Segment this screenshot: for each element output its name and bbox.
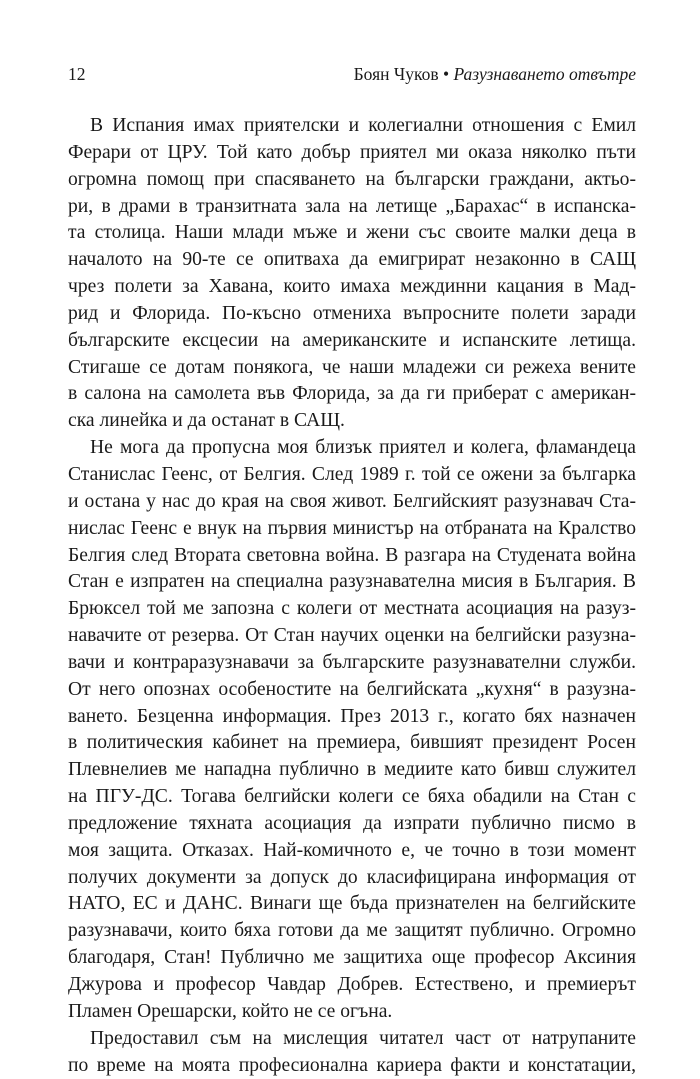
text-line: Стан е изпратен на специална разузнавателна мисия в България. В bbox=[68, 571, 636, 593]
text-line: нислас Геенс е внук на първия министър на отбраната на Кралство bbox=[68, 517, 636, 539]
text-line: Ферари от ЦРУ. Той като добър приятел ми оказа няколко пъти bbox=[68, 141, 636, 163]
text-line: рид и Флорида. По-късно отмениха въпросните полети заради bbox=[68, 302, 636, 324]
paragraph-2 bbox=[68, 435, 636, 1026]
header-right bbox=[354, 62, 636, 86]
text-line: българските ексцесии на американските и испанските летища. bbox=[68, 329, 636, 351]
text-line: вачи и контраразузнавачи за българските разузнавателни служби. bbox=[68, 651, 636, 673]
text-line: в политическия кабинет на премиера, бившият президент Росен bbox=[68, 732, 636, 754]
text-line: началото на 90-те се опитваха да емигрират незаконно в САЩ bbox=[68, 249, 636, 271]
text-line: та столица. Наши млади мъже и жени със своите малки деца в bbox=[68, 222, 636, 244]
header-author: Боян Чуков bbox=[353, 64, 439, 84]
text-line: на ПГУ-ДС. Тогава белгийски колеги се бяха обадили на Стан с bbox=[68, 786, 636, 808]
text-line: Плевнелиев ме нападна публично в медиите като бивш служител bbox=[68, 759, 636, 781]
text-line: Белгия след Втората световна война. В разгара на Студената война bbox=[68, 544, 636, 566]
text-line: Станислас Геенс, от Белгия. След 1989 г. той се ожени за българка bbox=[68, 463, 636, 485]
header-separator: • bbox=[438, 64, 454, 84]
text-line: ването. Безценна информация. През 2013 г., когато бях назначен bbox=[68, 705, 636, 727]
text-line: Джурова и професор Чавдар Добрев. Естествено, и премиерът bbox=[68, 974, 636, 995]
text-line: Пламен Орешарски, който не се огъна. bbox=[68, 1000, 393, 1022]
running-head bbox=[68, 62, 636, 86]
text-line: Не мога да пропусна моя близък приятел и колега, фламандеца bbox=[90, 437, 636, 459]
text-line: моя защита. Отказах. Най-комичното е, че точно в този момент bbox=[68, 839, 636, 861]
text-line: огромна помощ при спасяването на български граждани, актьо- bbox=[68, 168, 636, 190]
text-line: ска линейка и да останат в САЩ. bbox=[68, 410, 345, 432]
text-line: НАТО, ЕС и ДАНС. Винаги ще бъда признателен на белгийските bbox=[68, 893, 636, 915]
text-line: навачите от резерва. От Стан научих оценки на белгийски разузна- bbox=[68, 625, 636, 647]
book-page bbox=[68, 0, 636, 1075]
text-line: Брюксел той ме запозна с колеги от местната асоциация на разуз- bbox=[68, 598, 636, 620]
text-line: благодаря, Стан! Публично ме защитиха още професор Аксиния bbox=[68, 947, 636, 969]
text-line: чрез полети за Хавана, които имаха междинни кацания в Мад- bbox=[68, 276, 636, 298]
page-number: 12 bbox=[68, 64, 86, 84]
text-line: Стигаше се дотам понякога, че наши младежи си режеха вените bbox=[68, 356, 636, 378]
text-line: в салона на самолета във Флорида, за да ги приберат с американ- bbox=[68, 383, 636, 405]
text-line: ри, в драми в транзитната зала на летище „Барахас“ в испанска- bbox=[68, 195, 636, 217]
text-line: От него опознах особеностите на белгийската „кухня“ в разузна- bbox=[68, 678, 636, 700]
body-text bbox=[68, 113, 636, 1079]
text-line: В Испания имах приятелски и колегиални отношения с Емил bbox=[90, 115, 636, 136]
text-line: и остана у нас до края на своя живот. Белгийският разузнавач Ста- bbox=[68, 490, 636, 512]
paragraph-3 bbox=[68, 1026, 636, 1079]
text-line: предложение тяхната асоциация да изпрати публично писмо в bbox=[68, 812, 636, 834]
text-line: получих документи за допуск до класифицирана информация от bbox=[68, 866, 636, 888]
text-line: разузнавачи, които бяха готови да ме защитят публично. Огромно bbox=[68, 920, 636, 942]
text-line: Предоставил съм на мислещия читател част от натрупаните bbox=[90, 1027, 636, 1049]
text-line: по време на моята професионална кариера факти и констатации, bbox=[68, 1054, 636, 1076]
header-book-title: Разузнаването отвътре bbox=[453, 64, 636, 84]
paragraph-1 bbox=[68, 113, 636, 435]
